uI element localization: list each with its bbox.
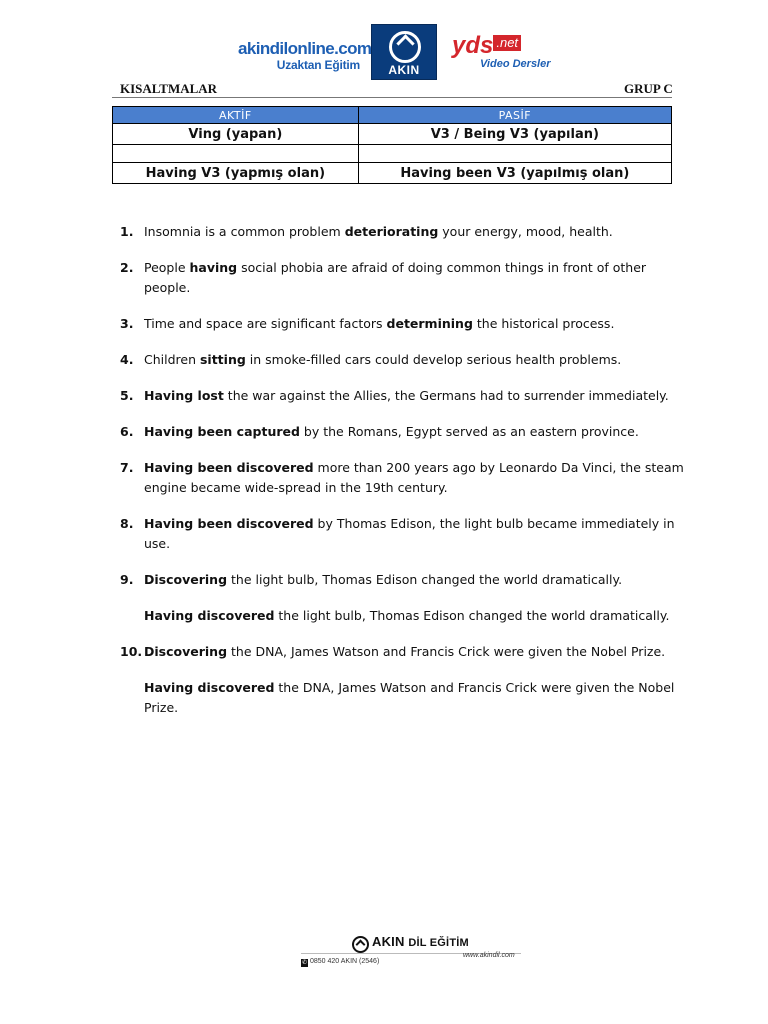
sentence-text: Time and space are significant factors [144, 316, 387, 331]
participle-highlight: Having been discovered [144, 516, 314, 531]
sentence [144, 642, 690, 662]
sentence-text: social phobia are afraid of doing common things in front of other people. [144, 260, 647, 295]
sentence [144, 350, 690, 370]
ydsnet-logo-yds: yds [452, 32, 494, 59]
table-cell: Having been V3 (yapılmış olan) [358, 163, 671, 184]
akindilonline-logo-title: akindilonline.com [238, 39, 372, 58]
participle-highlight: Having lost [144, 388, 224, 403]
sentence [144, 606, 690, 626]
item-number: 5. [120, 388, 134, 403]
list-item [120, 458, 690, 498]
table-header-row [113, 107, 672, 124]
footer-phone-number: 0850 420 AKIN (2546) [310, 958, 380, 965]
item-number: 6. [120, 424, 134, 439]
list-item [120, 642, 690, 718]
list-item [120, 422, 690, 442]
participle-highlight: deteriorating [344, 224, 439, 239]
item-number: 7. [120, 460, 134, 475]
sentence-text: Insomnia is a common problem [144, 224, 345, 239]
akin-logo [371, 24, 437, 80]
sentence-text: the DNA, James Watson and Francis Crick were given the Nobel Prize. [144, 680, 675, 715]
sentence-text: Children [144, 352, 200, 367]
participle-highlight: Having been discovered [144, 460, 314, 475]
item-number: 9. [120, 572, 134, 587]
sentence-text: the light bulb, Thomas Edison changed the world dramatically. [274, 608, 670, 623]
sentence [144, 678, 690, 718]
table-row [113, 163, 672, 184]
sentence-text: by Thomas Edison, the light bulb became immediately in use. [144, 516, 675, 551]
list-item [120, 222, 690, 242]
akin-logo-text: AKIN [388, 63, 420, 77]
list-item [120, 350, 690, 370]
item-number: 10. [120, 644, 143, 659]
list-item [120, 570, 690, 626]
footer-website: www.akindil.com [463, 952, 515, 959]
sentence-list [120, 222, 690, 718]
item-number: 3. [120, 316, 134, 331]
item-number: 4. [120, 352, 134, 367]
participle-highlight: having [189, 260, 238, 275]
list-item [120, 386, 690, 406]
item-number: 2. [120, 260, 134, 275]
table-cell: Ving (yapan) [113, 124, 359, 145]
sentence-text: the historical process. [472, 316, 615, 331]
sentence [144, 422, 690, 442]
list-item [120, 514, 690, 554]
sentence [144, 458, 690, 498]
sentence [144, 314, 690, 334]
akindilonline-logo-subtitle: Uzaktan Eğitim [276, 58, 360, 72]
participle-highlight: Having discovered [144, 608, 275, 623]
sentence [144, 570, 690, 590]
sentence-text: the war against the Allies, the Germans had to surrender immediately. [223, 388, 669, 403]
sentence [144, 222, 690, 242]
participle-highlight: Discovering [144, 572, 228, 587]
item-number: 1. [120, 224, 134, 239]
footer-phone [301, 958, 379, 967]
participle-highlight: Discovering [144, 644, 228, 659]
table-header-passive: PASİF [358, 107, 671, 124]
list-item [120, 314, 690, 334]
sentence-text: your energy, mood, health. [438, 224, 613, 239]
sentence-text: by the Romans, Egypt served as an eastern province. [299, 424, 639, 439]
sentence [144, 386, 690, 406]
item-number: 8. [120, 516, 134, 531]
sentence-text: in smoke-filled cars could develop serious health problems. [245, 352, 622, 367]
participle-highlight: Having discovered [144, 680, 275, 695]
table-header-active: AKTİF [113, 107, 359, 124]
footer-logo-text2: DİL EĞİTİM [408, 937, 469, 949]
footer-logo-text: AKIN [372, 934, 405, 949]
section-title: KISALTMALAR [120, 81, 218, 96]
ydsnet-logo-subtitle: Video Dersler [480, 58, 551, 70]
group-label: GRUP C [624, 81, 673, 96]
sentence [144, 258, 690, 298]
ydsnet-logo [452, 34, 552, 70]
ydsnet-logo-net: .net [493, 35, 521, 51]
table-row [113, 145, 672, 163]
sentence [144, 514, 690, 554]
participle-highlight: determining [386, 316, 473, 331]
table-row [113, 124, 672, 145]
sentence-text: People [144, 260, 190, 275]
table-cell [113, 145, 359, 163]
list-item [120, 258, 690, 298]
header-divider [112, 97, 672, 98]
abbreviation-table [112, 106, 672, 184]
participle-highlight: sitting [199, 352, 246, 367]
sentence-text: the DNA, James Watson and Francis Crick were given the Nobel Prize. [227, 644, 666, 659]
table-cell: Having V3 (yapmış olan) [113, 163, 359, 184]
sentence-text: the light bulb, Thomas Edison changed the world dramatically. [227, 572, 623, 587]
table-cell [358, 145, 671, 163]
participle-highlight: Having been captured [144, 424, 300, 439]
table-cell: V3 / Being V3 (yapılan) [358, 124, 671, 145]
phone-icon: ✆ [301, 960, 308, 966]
sentence-text: more than 200 years ago by Leonardo Da Vinci, the steam engine became wide-spread in the 19th century. [144, 460, 684, 495]
akindilonline-logo [238, 39, 372, 72]
